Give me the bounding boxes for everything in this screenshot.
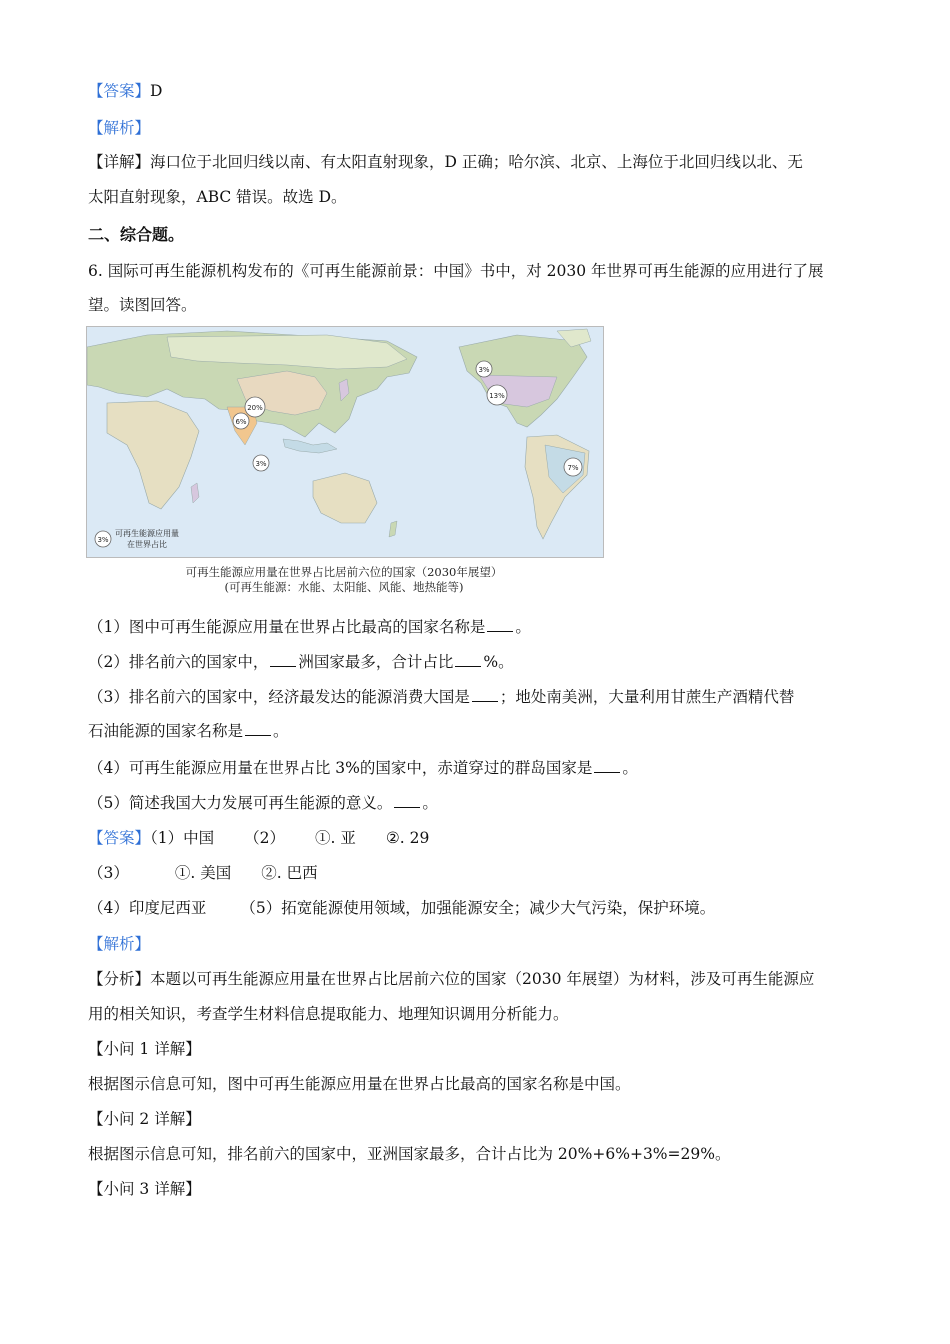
label-brazil: 7%: [567, 464, 579, 472]
sub3-detail-tag: 【小问 3 详解】: [88, 1180, 201, 1198]
sub2-text-c: %。: [483, 653, 514, 671]
fenxi-line1: 【分析】本题以可再生能源应用量在世界占比居前六位的国家（2030 年展望）为材料，涉及可再生能源应: [88, 970, 815, 988]
sub1-end: 。: [515, 618, 531, 636]
q6-sub4: [88, 757, 638, 779]
legend-sample: 3%: [97, 536, 109, 544]
answer-2-2: ②. 29: [385, 829, 430, 847]
sub1-detail: 根据图示信息可知，图中可再生能源应用量在世界占比最高的国家名称是中国。: [88, 1075, 631, 1093]
answer-blank[interactable]: [245, 721, 271, 736]
answer-3-2: ②. 巴西: [261, 864, 318, 882]
detail-text-1: 海口位于北回归线以南、有太阳直射现象，D 正确；哈尔滨、北京、上海位于北回归线以北、无: [150, 153, 803, 171]
marker-indonesia: [253, 455, 269, 471]
sub3-text-c: 石油能源的国家名称是: [88, 722, 244, 740]
sub4-text-b: 。: [622, 759, 638, 777]
prev-analysis-tag: [88, 117, 150, 139]
answer-blank[interactable]: [472, 687, 498, 702]
sub5-text-a: （5）简述我国大力发展可再生能源的意义。: [88, 794, 393, 812]
q6-sub3-line1: [88, 686, 794, 708]
world-map-figure: [86, 326, 604, 558]
sub2-text-b: 洲国家最多，合计占比: [298, 653, 454, 671]
sub3-text-a: （3）排名前六的国家中，经济最发达的能源消费大国是: [88, 688, 470, 706]
legend-text-1: 可再生能源应用量: [115, 529, 179, 538]
answer-blank[interactable]: [394, 793, 420, 808]
analysis-tag: 【解析】: [88, 119, 151, 137]
sub4-text-a: （4）可再生能源应用量在世界占比 3%的国家中，赤道穿过的群岛国家是: [88, 759, 593, 777]
sub2-detail-tag: 【小问 2 详解】: [88, 1110, 201, 1128]
marker-usa: [487, 385, 507, 405]
q6-sub1: [88, 616, 531, 638]
analysis-tag: 【解析】: [88, 935, 151, 953]
answer-tag: 【答案】: [88, 82, 151, 100]
label-usa: 13%: [489, 392, 505, 400]
answer-blank[interactable]: [594, 758, 620, 773]
prev-detail-line1: [88, 151, 803, 173]
answer-1: （1）中国: [150, 829, 215, 847]
answer-5: （5）拓宽能源使用领域，加强能源安全；减少大气污染，保护环境。: [240, 899, 716, 917]
sub5-text-b: 。: [422, 794, 438, 812]
section-title: 二、综合题。: [88, 225, 185, 244]
answer-line-2: [88, 862, 318, 884]
sub3-text-d: 。: [273, 722, 289, 740]
answer-line-3: [88, 897, 715, 919]
fenxi-line2: 用的相关知识，考查学生材料信息提取能力、地理知识调用分析能力。: [88, 1005, 569, 1023]
q6-sub2: [88, 651, 514, 673]
sub2-detail: 根据图示信息可知，排名前六的国家中，亚洲国家最多，合计占比为 20%+6%+3%=29%。: [88, 1145, 731, 1163]
answer-2: （2）: [244, 829, 286, 847]
q6-stem-line2: 望。读图回答。: [88, 296, 197, 314]
prev-answer-line: [88, 80, 162, 102]
answer-2-1: ①. 亚: [315, 829, 356, 847]
answer-tag: 【答案】: [88, 829, 151, 847]
marker-india: [233, 413, 249, 429]
label-indonesia: 3%: [255, 460, 267, 468]
answer-blank[interactable]: [455, 652, 481, 667]
label-china: 20%: [247, 404, 263, 412]
q6-stem-line1: 6. 国际可再生能源机构发布的《可再生能源前景：中国》书中，对 2030 年世界可再生能源的应用进行了展: [88, 262, 824, 280]
marker-china: [245, 397, 265, 417]
sub3-text-b: ；地处南美洲，大量利用甘蔗生产酒精代替: [499, 688, 795, 706]
q6-sub5: [88, 792, 438, 814]
marker-brazil: [564, 458, 582, 476]
sub1-text: （1）图中可再生能源应用量在世界占比最高的国家名称是: [88, 618, 486, 636]
sub2-text-a: （2）排名前六的国家中，: [88, 653, 269, 671]
world-map-svg: [87, 327, 603, 557]
label-canada: 3%: [478, 366, 490, 374]
sub1-detail-tag: 【小问 1 详解】: [88, 1040, 201, 1058]
legend-text-2: 在世界占比: [127, 540, 167, 549]
answer-blank[interactable]: [270, 652, 296, 667]
detail-tag: 【详解】: [88, 153, 151, 171]
prev-detail-line2: 太阳直射现象，ABC 错误。故选 D。: [88, 188, 347, 206]
label-india: 6%: [235, 418, 247, 426]
map-caption-2: (可再生能源：水能、太阳能、风能、地热能等): [224, 580, 464, 594]
answer-blank[interactable]: [487, 617, 513, 632]
answer-3-1: ①. 美国: [174, 864, 232, 882]
answer-line-1: [88, 827, 429, 849]
answer-value: D: [150, 82, 163, 100]
q6-sub3-line2: [88, 720, 289, 742]
analysis-tag-line: [88, 933, 150, 955]
answer-4: （4）印度尼西亚: [88, 899, 207, 917]
answer-3: （3）: [88, 864, 129, 882]
map-caption-1: 可再生能源应用量在世界占比居前六位的国家（2030年展望）: [185, 565, 503, 579]
marker-canada: [476, 361, 492, 377]
